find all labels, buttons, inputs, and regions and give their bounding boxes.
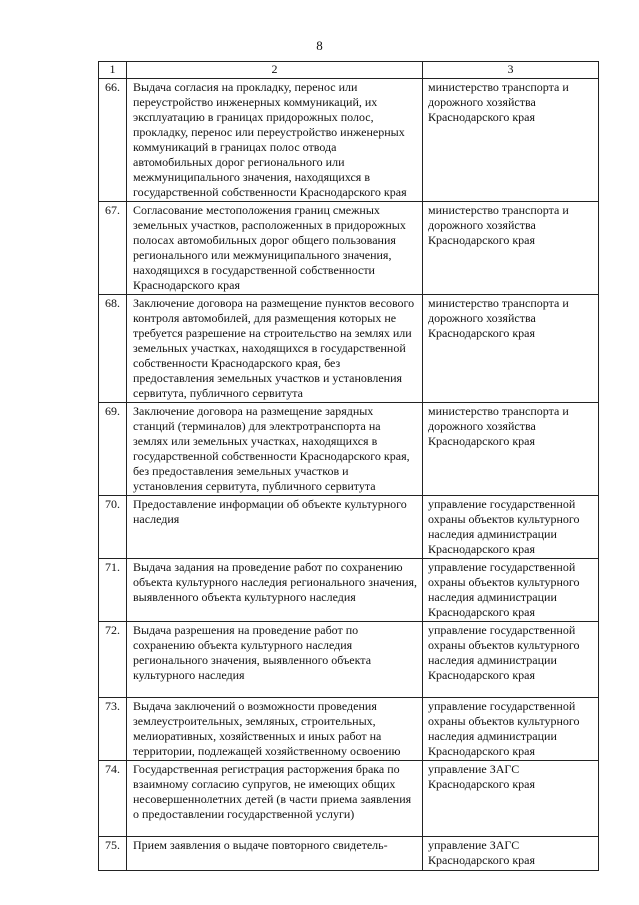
table-header-row [99,62,599,79]
service-description: Выдача разрешения на проведение работ по сохранению объекта культурного наследия регионального значения, выявленного объекта культурного наследия [127,622,423,698]
service-description: Выдача согласия на прокладку, перенос или переустройство инженерных коммуникаций, их эксплуатацию в границах придорожных полос, прокладку, перенос или переустройство инженерных коммуникаций в границах полос отвода автомобильных дорог регионального или межмуниципального значения, находящихся в государственной собственности Краснодарского края [127,79,423,202]
row-number: 68. [99,295,127,403]
header-col-2: 2 [127,62,423,79]
service-description: Государственная регистрация расторжения брака по взаимному согласию супругов, не имеющих общих несовершеннолетних детей (в части приема заявления о предоставлении государственной услуги) [127,761,423,837]
row-number: 71. [99,559,127,622]
row-number: 70. [99,496,127,559]
table-row [99,295,599,403]
row-number: 73. [99,698,127,761]
responsible-authority: управление ЗАГС Краснодарского края [423,837,599,871]
table-row [99,698,599,761]
service-description: Выдача задания на проведение работ по сохранению объекта культурного наследия регионального значения, выявленного объекта культурного наследия [127,559,423,622]
responsible-authority: министерство транспорта и дорожного хозяйства Краснодарского края [423,295,599,403]
header-col-1: 1 [99,62,127,79]
table-row [99,837,599,871]
page-number: 8 [316,38,323,53]
responsible-authority: министерство транспорта и дорожного хозяйства Краснодарского края [423,202,599,295]
table-row [99,559,599,622]
row-number: 69. [99,403,127,496]
header-col-3: 3 [423,62,599,79]
responsible-authority: управление государственной охраны объектов культурного наследия администрации Краснодарского края [423,496,599,559]
responsible-authority: министерство транспорта и дорожного хозяйства Краснодарского края [423,79,599,202]
row-number: 75. [99,837,127,871]
table-row [99,79,599,202]
service-description: Предоставление информации об объекте культурного наследия [127,496,423,559]
row-number: 74. [99,761,127,837]
service-description: Прием заявления о выдаче повторного свидетель- [127,837,423,871]
service-description: Согласование местоположения границ смежных земельных участков, расположенных в придорожных полосах автомобильных дорог общего пользования регионального или межмуниципального значения, находящихся в государственной собственности Краснодарского края [127,202,423,295]
services-table [98,61,599,871]
table-row [99,403,599,496]
responsible-authority: министерство транспорта и дорожного хозяйства Краснодарского края [423,403,599,496]
row-number: 67. [99,202,127,295]
service-description: Заключение договора на размещение зарядных станций (терминалов) для электротранспорта на землях или земельных участках, находящихся в государственной собственности Краснодарского края, без предоставления земельных участков и установления сервитута, публичного сервитута [127,403,423,496]
table-row [99,496,599,559]
row-number: 72. [99,622,127,698]
responsible-authority: управление ЗАГС Краснодарского края [423,761,599,837]
responsible-authority: управление государственной охраны объектов культурного наследия администрации Краснодарского края [423,622,599,698]
table-row [99,622,599,698]
table-row [99,761,599,837]
responsible-authority: управление государственной охраны объектов культурного наследия администрации Краснодарского края [423,559,599,622]
service-description: Заключение договора на размещение пунктов весового контроля автомобилей, для размещения которых не требуется разрешение на строительство на землях или земельных участках, находящихся в государственной собственности Краснодарского края, без предоставления земельных участков и установления сервитута, публичного сервитута [127,295,423,403]
row-number: 66. [99,79,127,202]
responsible-authority: управление государственной охраны объектов культурного наследия администрации Краснодарского края [423,698,599,761]
service-description: Выдача заключений о возможности проведения землеустроительных, земляных, строительных, мелиоративных, хозяйственных и иных работ на территории, подлежащей хозяйственному освоению [127,698,423,761]
table-row [99,202,599,295]
